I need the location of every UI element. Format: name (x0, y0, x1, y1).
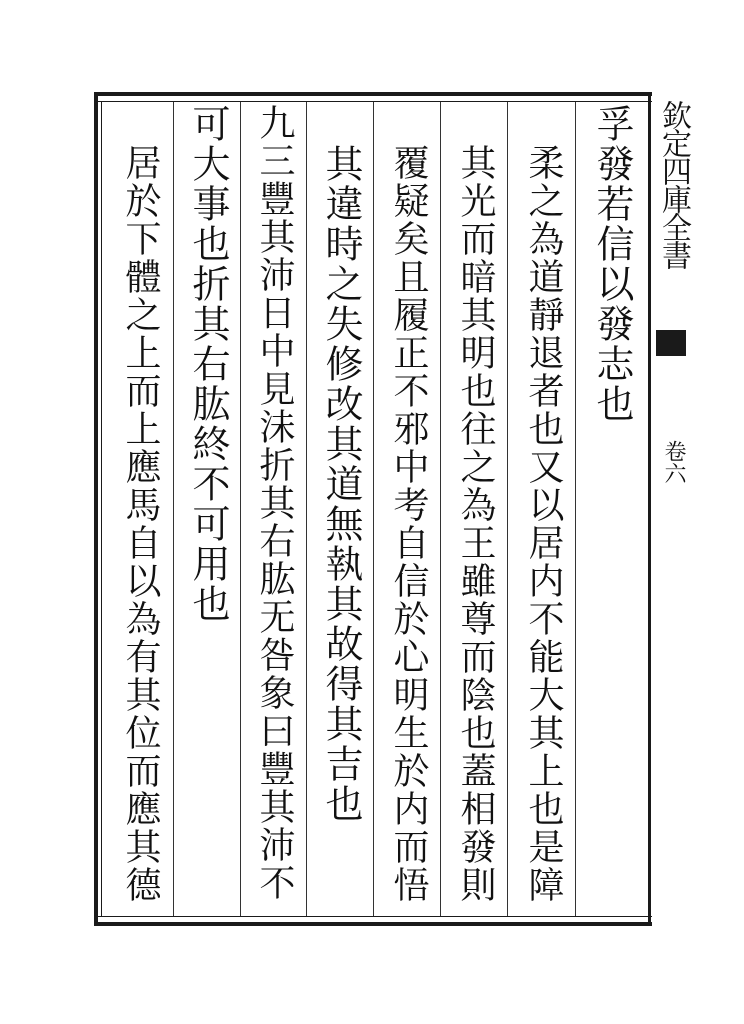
frame-right-border (648, 92, 651, 926)
column-divider (173, 102, 174, 916)
text-column-3: 其光而暗其明也往之為王雖尊而陰也蓋相發則 (455, 144, 496, 904)
column-divider (306, 102, 307, 916)
frame-bottom-border (96, 922, 652, 926)
frame-top-inner-border (96, 101, 652, 102)
text-column-1: 孚發若信以發志也 (590, 104, 634, 424)
column-divider (575, 102, 576, 916)
text-column-2: 柔之為道靜退者也又以居内不能大其上也是障 (523, 144, 564, 904)
frame-bottom-inner-border (96, 916, 652, 917)
book-title: 欽定四庫全書 (656, 100, 691, 268)
column-divider (373, 102, 374, 916)
text-column-6: 九三豐其沛日中見沬折其右肱无咎象曰豐其沛不 (254, 104, 295, 902)
text-column-5: 其違時之失修改其道無執其故得其吉也 (319, 144, 363, 824)
fishtail-mark (656, 330, 686, 356)
text-column-8: 居於下體之上而上應馬自以為有其位而應其德 (120, 144, 161, 904)
column-divider (507, 102, 508, 916)
frame-left-border (94, 92, 98, 926)
text-column-4: 覆疑矣且履正不邪中考自信於心明生於内而悟 (388, 144, 429, 904)
column-divider (440, 102, 441, 916)
text-column-7: 可大事也折其右肱終不可用也 (186, 104, 230, 624)
frame-left-inner-border (101, 102, 102, 916)
column-divider (240, 102, 241, 916)
margin-column (652, 96, 692, 926)
frame-top-border (96, 92, 652, 96)
volume-label: 卷六 (661, 440, 686, 484)
